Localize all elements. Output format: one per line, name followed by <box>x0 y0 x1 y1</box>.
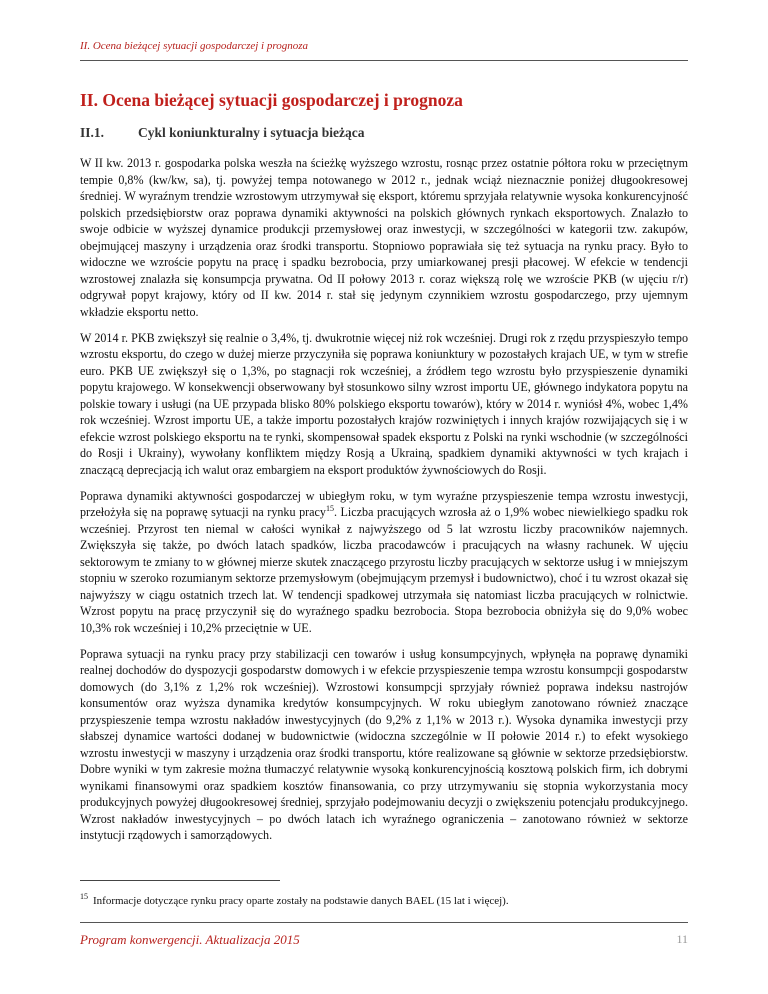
footnote-reference[interactable]: 15 <box>325 503 334 513</box>
chapter-title: II. Ocena bieżącej sytuacji gospodarczej i prognoza <box>80 90 463 110</box>
footnote-text: Informacje dotyczące rynku pracy oparte zostały na podstawie danych BAEL (15 lat i więcej). <box>93 895 509 907</box>
section-number: II.1. <box>80 125 105 140</box>
paragraph-text: Poprawa dynamiki aktywności gospodarczej w ubiegłym roku, w tym wyraźne przyspieszenie tempa wzrostu inwestycji, przełożyła się na poprawę sytuacji na rynku pracy <box>80 488 688 519</box>
paragraph-text: . Liczba pracujących wzrosła aż o 1,9% wobec niewielkiego spadku rok wcześniej. Przyrost ten niemal w całości wynikał z najwyższego od 5 lat wzrostu liczby pracowników najemnych. Zwiększyła się także, po dwóch latach spadków, liczba pracodawców i pracujących na własny rachunek. W ujęciu sektorowym te zmiany to w głównej mierze skutek znaczącego przyrostu liczby pracujących w sektorze usług i w mniejszym stopniu w szeroko rozumianym sektorze przemysłowym (obejmującym przemysł i budownictwo), choć i tu wzrost okazał się najwyższy w ciągu ostatnich trzech lat. W tendencji spadkowej utrzymała się natomiast liczba pracujących w rolnictwie. Wzrost popytu na pracę przyczynił się do wyraźnego spadku bezrobocia. Stopa bezrobocia obniżyła się do 9,0% wobec 10,3% rok wcześniej i 10,2% przeciętnie w UE. <box>80 505 688 635</box>
footer-divider <box>80 922 688 923</box>
paragraph <box>80 488 688 637</box>
body-text <box>80 155 688 853</box>
page-number: 11 <box>676 932 688 946</box>
footnote <box>80 892 509 907</box>
running-header: II. Ocena bieżącej sytuacji gospodarczej i prognoza <box>80 40 309 52</box>
paragraph: W II kw. 2013 r. gospodarka polska weszła na ścieżkę wyższego wzrostu, rosnąc przez ostatnie półtora roku w przeciętnym tempie 0,8% (kw/kw, sa), tj. powyżej tempa notowanego w 2012 r., jednak wciąż nieznacznie poniżej długookresowej średniej. W wyraźnym trendzie wzrostowym utrzymywał się eksport, któremu sprzyjała relatywnie wysoka konkurencyjność polskich przedsiębiorstw oraz poprawa dynamiki aktywności na polskich głównych rynkach eksportowych. Znalazło to swoje odbicie w wyższej dynamice produkcji przemysłowej oraz inwestycji, w szczególności w kategorii tzw. zakupów, obejmującej maszyny i urządzenia oraz środki transportu. Stopniowo poprawiała się też sytuacja na rynku pracy. Było to widoczne we wzroście popytu na pracę i spadku bezrobocia, przy umiarkowanej presji płacowej. W efekcie w tendencji wzrostowej znalazła się konsumpcja prywatna. Od II połowy 2013 r. coraz większą rolę we wzroście PKB (w ujęciu r/r) odgrywał popyt krajowy, który od II kw. 2014 r. stał się jedynym czynnikiem wzrostu gospodarczego, przy ujemnym wkładzie eksportu netto. <box>80 156 688 319</box>
footnote-marker: 15 <box>80 892 88 902</box>
paragraph: W 2014 r. PKB zwiększył się realnie o 3,4%, tj. dwukrotnie więcej niż rok wcześniej. Drugi rok z rzędu przyspieszyło tempo wzrostu eksportu, do czego w dużej mierze przyczyniła się poprawa koniunktury w pozostałych krajach UE, w tym w strefie euro. PKB UE zwiększył się o 1,3%, po stagnacji rok wcześniej, a źródłem tego wzrostu było przyspieszenie dynamiki popytu krajowego. W konsekwencji obserwowany był stosunkowo silny wzrost importu UE, głównego indykatora popytu na polskie towary i usługi (na UE przypada blisko 80% polskiego eksportu towarów), który w 2014 r. wyniósł 4%, wobec 1,4% rok wcześniej. Wzrost importu UE, a także importu pozostałych krajów rozwiniętych i innych krajów rozwijających się i w efekcie wzrost polskiego eksportu na te rynki, skompensował spadek eksportu z Polski na rynki wschodnie (w szczególności do Rosji i Ukrainy), wywołany konfliktem między Rosją a Ukrainą, spadkiem dynamiki aktywności w tych krajach i znaczącą deprecjacją ich walut oraz embargiem na eksport produktów żywnościowych do Rosji. <box>80 330 688 477</box>
section-title: Cykl koniunkturalny i sytuacja bieżąca <box>138 125 365 140</box>
paragraph: Poprawa sytuacji na rynku pracy przy stabilizacji cen towarów i usług konsumpcyjnych, wpłynęła na poprawę dynamiki realnej dochodów do dyspozycji gospodarstw domowych i w efekcie przyspieszenie tempa wzrostu konsumpcji gospodarstw domowych (do 3,1% z 1,2% rok wcześniej). Wzrostowi konsumpcji sprzyjały również poprawa indeksu nastrojów konsumentów oraz wyższa dynamika kredytów konsumpcyjnych. W roku ubiegłym zanotowano również znaczące przyspieszenie tempa wzrostu nakładów inwestycyjnych (do 9,2% z 1,1% w 2013 r.). Wysoka dynamika inwestycji przy słabszej dynamice wartości dodanej w budownictwie (widoczna szczególnie w II połowie 2014 r.) to efekt wysokiego wzrostu inwestycji w maszyny i urządzenia oraz środki transportu, które realizowane są głównie w sektorze przedsiębiorstw. Dobre wyniki w tym zakresie można tłumaczyć relatywnie wysoką konkurencyjnością kosztową polskich firm, ich dobrymi wynikami finansowymi oraz spadkiem kosztów finansowania, co przy utrzymywaniu się stopnia wykorzystania mocy produkcyjnych powyżej długookresowej średniej, sprzyjało podejmowaniu decyzji o zwiększeniu potencjału produkcyjnego. Wzrost nakładów inwestycyjnych – po dwóch latach ich wyraźnego ograniczenia – zanotowano również w sektorze instytucji rządowych i samorządowych. <box>80 646 688 842</box>
footer-title: Program konwergencji. Aktualizacja 2015 <box>80 932 300 947</box>
footnote-divider <box>80 880 280 881</box>
section-heading <box>80 125 365 141</box>
header-divider <box>80 60 688 61</box>
